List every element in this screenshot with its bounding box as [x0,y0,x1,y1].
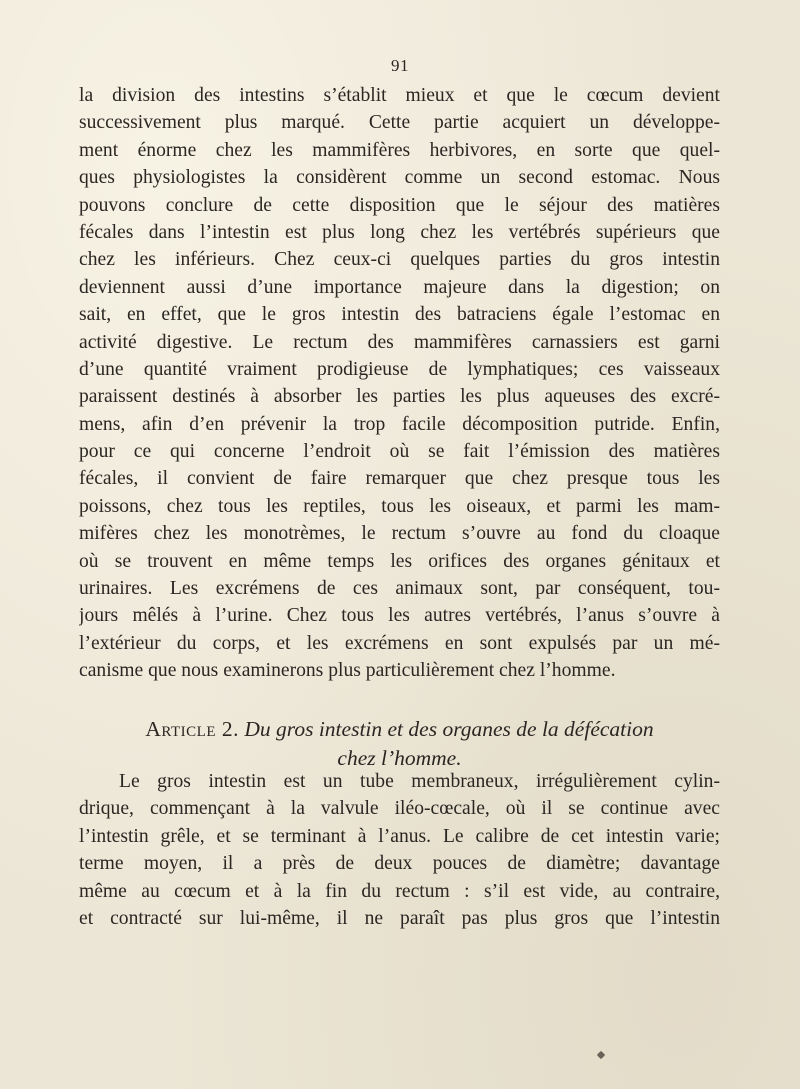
text-line: l’intestin grêle, et se terminant à l’anus. Le calibre de cet intestin varie; [79,825,720,847]
article-label: Article 2. [145,717,239,741]
text-line: même au cœcum et à la fin du rectum : s’il est vide, au contraire, [79,880,720,902]
text-line: drique, commençant à la valvule iléo-cœcale, où il se continue avec [79,798,720,820]
text-line: poissons, chez tous les reptiles, tous les oiseaux, et parmi les mam- [79,495,720,517]
paragraph-2 [79,768,720,932]
text-line: la division des intestins s’établit mieux et que le cœcum devient [79,85,720,106]
text-line: chez les inférieurs. Chez ceux-ci quelques parties du gros intestin [79,249,720,271]
text-line: paraissent destinés à absorber les parties les plus aqueuses des excré- [79,386,720,408]
text-line: pour ce qui concerne l’endroit où se fait l’émission des matières [79,441,720,463]
ink-mark [597,1051,605,1059]
text-line: canisme que nous examinerons plus particulièrement chez l’homme. [79,660,616,682]
text-line: mens, afin d’en prévenir la trop facile décomposition putride. Enfin, [79,413,720,435]
text-line: mifères chez les monotrèmes, le rectum s’ouvre au fond du cloaque [79,523,720,545]
section-heading [79,715,720,773]
text-line: pouvons conclure de cette disposition que le séjour des matières [79,194,720,216]
page-number: 91 [391,56,409,75]
text-line: d’une quantité vraiment prodigieuse de lymphatiques; ces vaisseaux [79,358,720,380]
text-line: jours mêlés à l’urine. Chez tous les autres vertébrés, l’anus s’ouvre à [79,605,720,627]
text-line: l’extérieur du corps, et les excrémens en sont expulsés par un mé- [79,632,720,654]
text-line: et contracté sur lui-même, il ne paraît pas plus gros que l’intestin [79,907,720,929]
text-line: fécales dans l’intestin est plus long chez les vertébrés supérieurs que [79,221,720,243]
paragraph-1 [79,82,720,685]
text-line: terme moyen, il a près de deux pouces de diamètre; davantage [79,853,720,875]
text-line: activité digestive. Le rectum des mammifères carnassiers est garni [79,331,720,353]
text-line: Le gros intestin est un tube membraneux, irrégulièrement cylin- [119,771,720,792]
text-line: successivement plus marqué. Cette partie acquiert un développe- [79,112,720,134]
text-line: fécales, il convient de faire remarquer que chez presque tous les [79,468,720,490]
article-title-line-2: chez l’homme. [337,746,462,770]
text-line: deviennent aussi d’une importance majeure dans la digestion; on [79,276,720,298]
text-line: urinaires. Les excrémens de ces animaux sont, par conséquent, tou- [79,578,720,600]
text-line: ques physiologistes la considèrent comme un second estomac. Nous [79,167,720,189]
text-line: sait, en effet, que le gros intestin des batraciens égale l’estomac en [79,304,720,326]
text-line: où se trouvent en même temps les orifices des organes génitaux et [79,550,720,572]
article-title-line-1: Du gros intestin et des organes de la défécation [244,717,654,741]
text-line: ment énorme chez les mammifères herbivores, en sorte que quel- [79,139,720,161]
